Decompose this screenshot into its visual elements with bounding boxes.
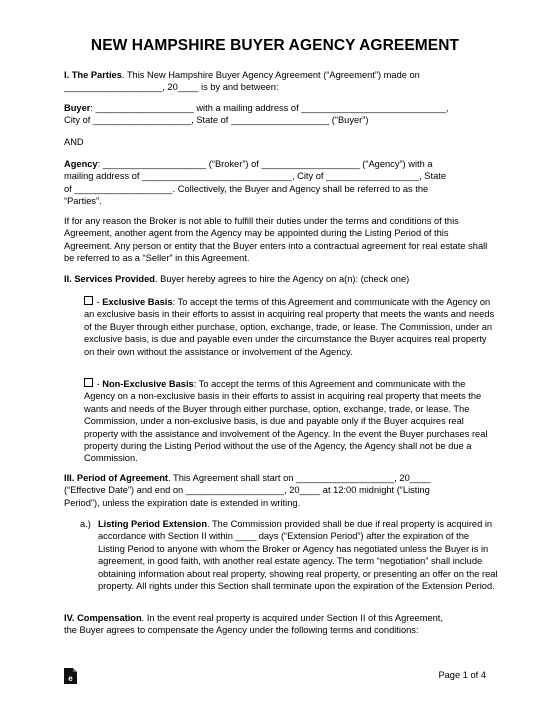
svg-text:e: e <box>68 674 73 683</box>
and-text: AND <box>64 137 84 147</box>
nonexclusive-checkbox[interactable] <box>84 378 93 387</box>
period-text: . This Agreement shall start on ___________________, 20____ (“Effective Date”) and end on ___________________, 20____ at 12:00 midnight (“Listing Period”), unless the expiration date is extended in writing. <box>64 473 431 508</box>
buyer-text: : ___________________ with a mailing address of ____________________________, City of ___________________, State of ___________________ (“Buyer”) <box>64 103 449 126</box>
buyer-label: Buyer <box>64 103 91 113</box>
compensation-section <box>64 612 496 637</box>
agency-text: : ____________________ (“Broker”) of ___________________ (“Agency”) with a mailing address of _____________________________, City of __________________, State of ___________________. Collectively, the Buyer and Agency shall be referred to as the “Parties”. <box>64 159 447 207</box>
extension-section <box>98 518 501 592</box>
extension-text: . The Commission provided shall be due if real property is acquired in accordance with Section II within ____ days (“Extension Period”) after the expiration of the Listing Period to anyone with whom the Broker or Agency has negotiated unless the Buyer is in agreement, in good faith, with another real estate agency. The term “negotiation” shall include obtaining information about real property, showing real property, or presenting an offer on the real property. All rights under this Section shall terminate upon the expiration of the Extension Period. <box>98 519 501 592</box>
exclusive-text: : To accept the terms of this Agreement and communicate with the Agency on an exclusive basis in their efforts to assist in acquiring real property that meets the wants and needs of the Buyer through either purchase, option, exchange, trade, or lease. The Commission, under an exclusive basis, is due and payable even under the circumstance the Buyer acquires real property on their own without the assistance or involvement of the Agency. <box>84 297 497 357</box>
exclusive-option <box>84 296 498 358</box>
broker-clause: If for any reason the Broker is not able to fulfill their duties under the terms and conditions of this Agreement, another agent from the Agency may be appointed during the Listing Period of this Agreement. Any person or entity that the Buyer enters into a contractual agreement for real estate shall be referred to as a “Seller” in this Agreement. <box>64 216 490 264</box>
exclusive-dash: - <box>94 297 103 307</box>
nonexclusive-option <box>84 378 498 465</box>
document-title: NEW HAMPSHIRE BUYER AGENCY AGREEMENT <box>90 37 460 54</box>
services-section <box>64 273 496 285</box>
agency-label: Agency <box>64 159 98 169</box>
nonexclusive-text: : To accept the terms of this Agreement and communicate with the Agency on a non-exclusive basis in their efforts to assist in acquiring real property that meets the wants and needs of the Buyer through either purchase, option, exchange, trade, or lease. The Commission, under a non-exclusive basis, is due and payable only if the Buyer acquires real property with the assistance and involvement of the Agency. In the event the Buyer purchases real property during the Listing Period without the use of the Agency, the Agency shall not be due a Commission. <box>84 379 491 464</box>
extension-label: Listing Period Extension <box>98 519 207 529</box>
services-text: . Buyer hereby agrees to hire the Agency on a(n): (check one) <box>154 274 410 284</box>
nonexclusive-label: Non-Exclusive Basis <box>102 379 194 389</box>
eforms-logo-icon <box>64 668 77 684</box>
services-heading: II. Services Provided <box>64 274 155 284</box>
compensation-heading: IV. Compensation <box>64 613 142 623</box>
period-section <box>64 472 496 509</box>
agency-section <box>64 158 496 208</box>
buyer-section <box>64 102 496 127</box>
parties-heading: I. The Parties <box>64 70 122 80</box>
page-number: Page 1 of 4 <box>438 670 486 680</box>
compensation-text: . In the event real property is acquired under Section II of this Agreement, the Buyer agrees to compensate the Agency under the following terms and conditions: <box>64 613 443 636</box>
exclusive-checkbox[interactable] <box>84 296 93 305</box>
parties-section <box>64 69 496 94</box>
parties-text: . This New Hampshire Buyer Agency Agreement (“Agreement”) made on ___________________, 20____ is by and between: <box>64 70 420 93</box>
nonexclusive-dash: - <box>94 379 103 389</box>
extension-marker: a.) <box>80 519 91 529</box>
period-heading: III. Period of Agreement <box>64 473 169 483</box>
exclusive-label: Exclusive Basis <box>102 297 173 307</box>
